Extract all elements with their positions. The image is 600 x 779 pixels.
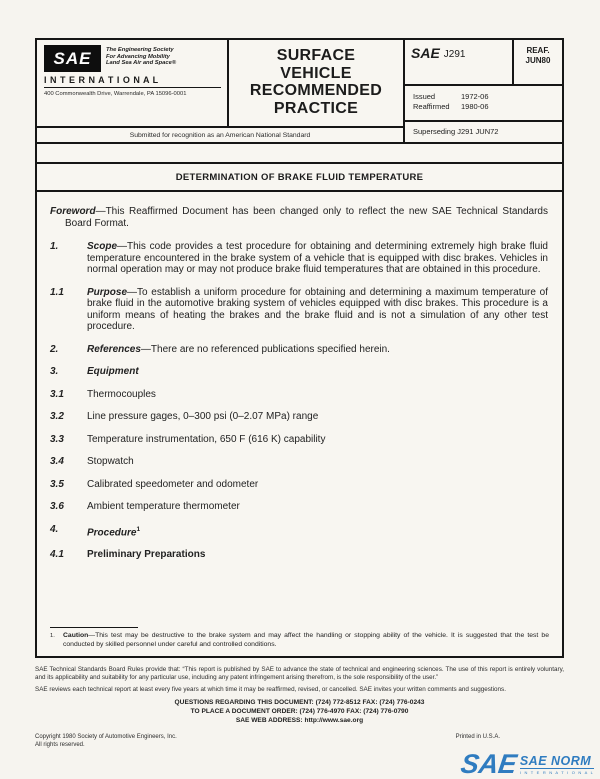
- doc-type-title: [229, 40, 403, 126]
- order-line: TO PLACE A DOCUMENT ORDER: (724) 776-4970 FAX: (724) 776-0790: [190, 707, 409, 715]
- doc-type-line-4: PRACTICE: [273, 99, 359, 117]
- issued-row: [413, 92, 554, 102]
- section-number: 3.: [50, 366, 59, 377]
- section-references: [50, 344, 548, 356]
- web-address-line: SAE WEB ADDRESS: http://www.sae.org: [235, 716, 364, 724]
- publisher-cell: [37, 40, 229, 126]
- section-number: 3.3: [50, 433, 64, 445]
- doc-type-line-3: RECOMMENDED: [249, 82, 383, 99]
- section-number: 3.5: [50, 478, 64, 490]
- copyright-block: [35, 734, 177, 749]
- reaffirmed-value: 1980-06: [461, 102, 489, 111]
- foreword-paragraph: [50, 206, 548, 229]
- section-purpose: [50, 287, 548, 333]
- footnote-label: Caution: [63, 632, 89, 640]
- section-text: Ambient temperature thermometer: [87, 501, 240, 512]
- sae-norm-watermark: [459, 749, 594, 779]
- questions-line: QUESTIONS REGARDING THIS DOCUMENT: (724) 772-8512 FAX: (724) 776-0243: [174, 699, 425, 707]
- footnote-rule: [50, 627, 138, 628]
- header-left-group: [37, 40, 405, 142]
- section-number: 3.2: [50, 411, 64, 422]
- section-number: 3.1: [50, 388, 64, 400]
- legal-text-1: SAE Technical Standards Board Rules provide that: “This report is published by SAE to advance the state of technical and engineering sciences. The use of this report is entirely voluntary, and its applicability and suitability for any particular use, including any patent infringement arising therefrom, is the sole responsibility of the user.”: [35, 666, 564, 681]
- section-number: 4.: [50, 523, 59, 535]
- page-footer: [35, 666, 564, 749]
- society-tagline: [106, 45, 176, 72]
- footnote-text: —This test may be destructive to the brake system and may affect the handling or stopping ability of the vehicle. It is suggested that the test be conducted by skilled personnel under careful and controlled conditions.: [63, 632, 549, 648]
- publisher-logo-row: [44, 45, 221, 72]
- section-heading: Preliminary Preparations: [87, 549, 206, 561]
- procedure-footnote-ref: 1: [136, 525, 141, 533]
- superseding-note: Superseding J291 JUN72: [413, 127, 499, 136]
- section-text: —There are no referenced publications specified herein.: [140, 343, 390, 355]
- contact-block: [35, 699, 564, 725]
- section-text: Line pressure gages, 0–300 psi (0–2.07 MPa) range: [87, 411, 319, 422]
- society-line-1: The Engineering Society: [106, 47, 174, 53]
- footnote: [50, 627, 549, 649]
- section-number: 1.1: [50, 286, 64, 298]
- reaf-date: JUN80: [525, 56, 551, 65]
- document-page: [35, 38, 564, 658]
- section-text: Calibrated speedometer and odometer: [87, 478, 259, 490]
- section-text: Temperature instrumentation, 650 F (616 K) capability: [87, 433, 326, 445]
- equipment-item-thermocouples: [50, 389, 548, 401]
- section-text: —This code provides a test procedure for obtaining and determining extremely high brake fluid temperature encountered in the brake system of a vehicle that is equipped with disc brakes. Vehicles in normal operation may or may not produce brake fluid temperatures that are obtained in this procedure.: [87, 241, 548, 275]
- footer-bottom-row: [35, 734, 564, 749]
- international-label: I N T E R N A T I O N A L: [44, 75, 221, 88]
- section-procedure: [50, 524, 548, 539]
- sae-norm-subtext: I N T E R N A T I O N A L: [519, 770, 594, 775]
- equipment-item-pressure-gages: [50, 411, 548, 423]
- sae-glyph: SAE: [411, 45, 440, 61]
- document-body: [37, 192, 562, 561]
- rights-line: All rights reserved.: [35, 741, 85, 748]
- doc-type-line-1: SURFACE: [276, 47, 356, 64]
- sae-logo: SAE: [44, 45, 101, 72]
- section-number: 2.: [50, 343, 59, 355]
- footnote-number: 1.: [50, 633, 55, 640]
- publisher-address: 400 Commonwealth Drive, Warrendale, PA 15096-0001: [44, 91, 187, 97]
- ansi-note: Submitted for recognition as an American National Standard: [37, 126, 403, 142]
- foreword-label: Foreword: [50, 206, 96, 217]
- sae-norm-icon: SAE: [459, 749, 519, 779]
- sae-norm-text: SAE NORM: [519, 754, 592, 768]
- section-scope: [50, 241, 548, 276]
- society-line-3: Land Sea Air and Space®: [106, 60, 177, 67]
- document-title: DETERMINATION OF BRAKE FLUID TEMPERATURE: [37, 162, 562, 192]
- foreword-text: —This Reaffirmed Document has been changed only to reflect the new SAE Technical Standards Board Format.: [65, 206, 548, 229]
- section-heading: Purpose: [87, 286, 128, 298]
- equipment-item-speedometer: [50, 479, 548, 491]
- section-text: Thermocouples: [87, 388, 156, 400]
- doc-type-line-2: VEHICLE: [280, 64, 352, 82]
- section-number: 3.4: [50, 456, 64, 467]
- equipment-item-thermometer: [50, 501, 548, 513]
- reaf-label: REAF.: [526, 46, 550, 55]
- section-text: —To establish a uniform procedure for obtaining and determining a maximum temperature of brake fluid in the automotive braking system of vehicles equipped with disc brakes. This procedure is a uniform means of heating the brakes and the brake fluid and is not a simulation of any other test procedure.: [87, 286, 548, 332]
- dates-cell: [405, 86, 562, 122]
- legal-text-2: SAE reviews each technical report at least every five years at which time it may be reaffirmed, revised, or cancelled. SAE invites your written comments and suggestions.: [35, 685, 506, 693]
- copyright-line: Copyright 1980 Society of Automotive Engineers, Inc.: [35, 734, 177, 741]
- issued-value: 1972-06: [461, 92, 489, 101]
- section-number: 4.1: [50, 549, 64, 561]
- section-heading: References: [87, 343, 141, 355]
- reaffirmed-label: Reaffirmed: [413, 102, 450, 111]
- printed-line: Printed in U.S.A.: [455, 734, 500, 741]
- reaffirmed-row: [413, 102, 554, 112]
- section-number: 1.: [50, 241, 59, 252]
- doc-code-number: J291: [443, 49, 466, 60]
- doc-code: [405, 40, 512, 84]
- header-top-cells: [37, 40, 403, 126]
- reaf-badge: [512, 40, 562, 84]
- society-line-2: For Advancing Mobility: [106, 53, 170, 60]
- title-spacer: [37, 144, 562, 162]
- section-text: Stopwatch: [87, 456, 134, 467]
- doc-code-row: [405, 40, 562, 86]
- section-number: 3.6: [50, 501, 64, 512]
- equipment-item-temperature-instrumentation: [50, 434, 548, 446]
- document-header: [37, 40, 562, 144]
- section-preliminary-preparations: [50, 549, 548, 561]
- equipment-item-stopwatch: [50, 456, 548, 468]
- section-heading: Scope: [87, 241, 118, 252]
- issued-label: Issued: [413, 92, 436, 101]
- section-equipment: [50, 366, 548, 378]
- header-right-group: [405, 40, 562, 142]
- section-heading: Equipment: [87, 366, 139, 377]
- section-heading: Procedure: [87, 526, 137, 538]
